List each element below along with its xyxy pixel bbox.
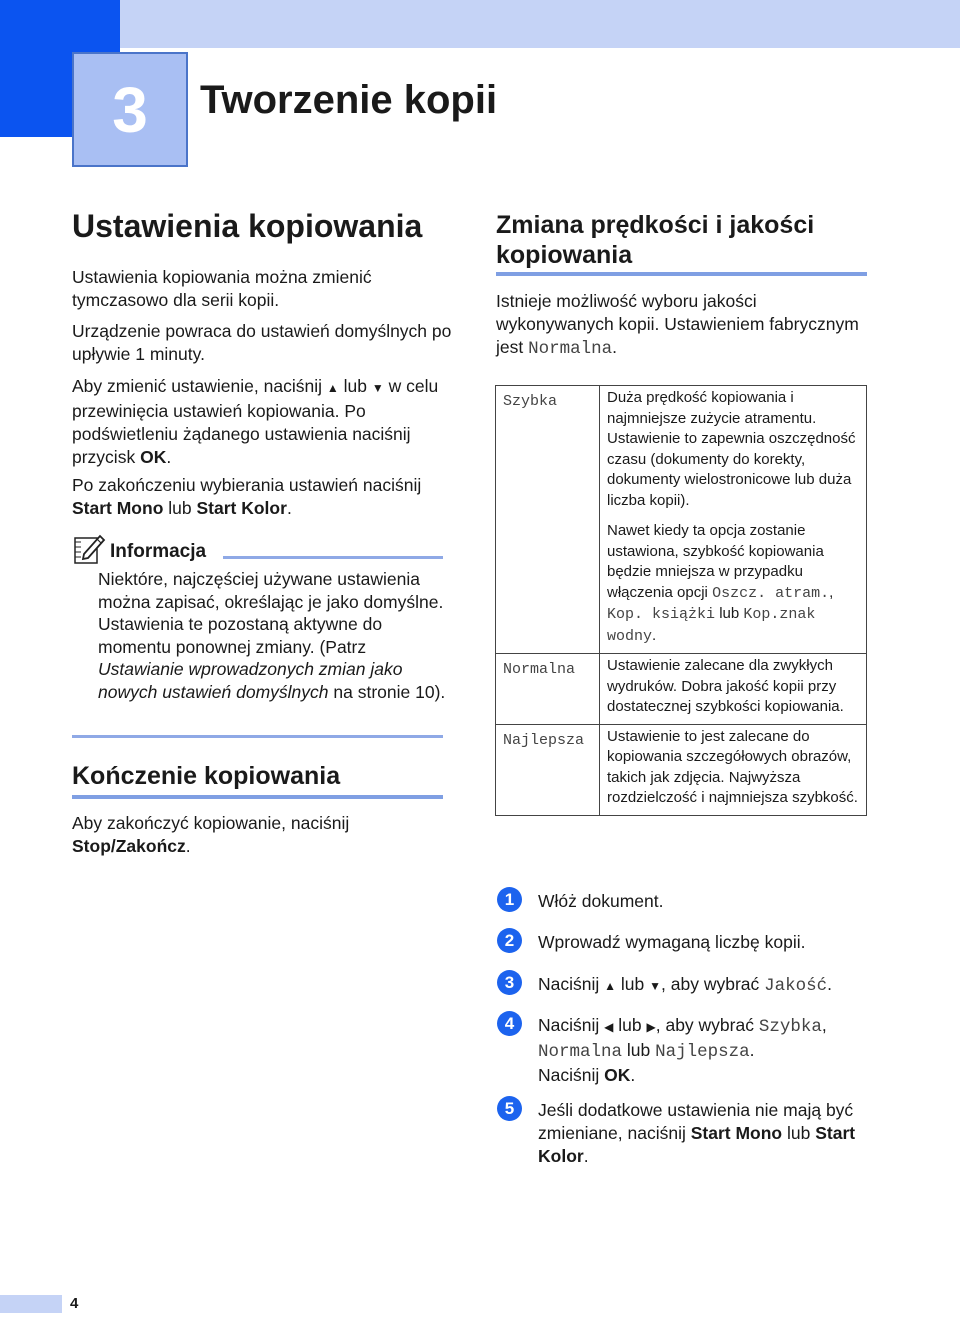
option-key: Szybka bbox=[496, 386, 600, 654]
start-mono-key: Start Mono bbox=[72, 498, 164, 518]
text: Istnieje możliwość wyboru jakości wykonywanych kopii. Ustawieniem fabrycznym jest bbox=[496, 291, 859, 357]
step-number: 4 bbox=[497, 1011, 522, 1036]
option-description: Ustawienie to jest zalecane do kopiowania szczegółowych obrazów, takich jak zdjęcia. Najwyższa rozdzielczość i najmniejsza szybkość. bbox=[600, 724, 867, 815]
paragraph-scroll bbox=[72, 375, 452, 469]
paragraph-start bbox=[72, 474, 452, 520]
step-number: 2 bbox=[497, 928, 522, 953]
right-arrow-icon: ▶ bbox=[646, 1020, 656, 1034]
text: . bbox=[749, 1040, 755, 1060]
chapter-number: 3 bbox=[72, 52, 188, 167]
quality-options-table bbox=[495, 385, 867, 816]
option-note bbox=[607, 521, 860, 647]
note-bottom-rule bbox=[72, 735, 443, 738]
table-row bbox=[496, 386, 867, 654]
note-pencil-icon bbox=[72, 532, 106, 566]
text: lub bbox=[618, 1015, 642, 1035]
menu-value: Szybka bbox=[758, 1017, 822, 1037]
text: Naciśnij bbox=[538, 1015, 600, 1035]
table-row bbox=[496, 724, 867, 815]
text: na stronie 10). bbox=[333, 681, 446, 702]
text: Niektóre, najczęściej używane ustawienia można zapisać, określając je jako domyślne. Ustawienia te pozostaną aktywne do momentu ponownej zmiany. (Patrz bbox=[98, 569, 444, 657]
heading-rule bbox=[496, 272, 867, 276]
text: Naciśnij bbox=[538, 974, 600, 994]
paragraph-finish bbox=[72, 812, 452, 858]
text: lub bbox=[620, 974, 645, 994]
text: lub bbox=[719, 605, 740, 622]
menu-value: Najlepsza bbox=[655, 1042, 750, 1062]
text: , bbox=[829, 583, 834, 601]
footer-bar bbox=[0, 1295, 62, 1313]
paragraph-reset: Urządzenie powraca do ustawień domyślnych po upływie 1 minuty. bbox=[72, 321, 452, 364]
paragraph-quality-intro bbox=[496, 290, 866, 361]
text: lub bbox=[343, 376, 367, 396]
menu-value: Kop.znak wodny bbox=[607, 606, 816, 645]
start-kolor-key: Start Kolor bbox=[538, 1123, 856, 1166]
option-description bbox=[600, 386, 867, 654]
text: , aby wybrać bbox=[655, 1015, 754, 1035]
start-kolor-key: Start Kolor bbox=[196, 498, 287, 518]
option-key: Najlepsza bbox=[496, 724, 600, 815]
text: Nawet kiedy ta opcja zostanie ustawiona, szybkość kopiowania będzie mniejsza w przypadku włączenia opcji bbox=[607, 522, 824, 601]
step-text bbox=[538, 1099, 868, 1168]
note-body bbox=[98, 568, 448, 703]
text: . bbox=[185, 836, 191, 856]
text: Duża prędkość kopiowania i najmniejsze zużycie atramentu. Ustawienie to zapewnia oszczędność czasu (dokumenty do korekty, dokumenty wielostronicowe lub duża liczba kopii). bbox=[607, 389, 856, 509]
default-value: Normalna bbox=[528, 339, 613, 359]
step-text bbox=[538, 973, 868, 998]
header-strip bbox=[120, 0, 960, 48]
stop-key: Stop/Zakończ bbox=[72, 836, 186, 856]
text: lub bbox=[168, 498, 192, 518]
heading-rule bbox=[72, 795, 443, 799]
text: . bbox=[286, 498, 292, 518]
note-title-rule bbox=[223, 556, 443, 559]
down-arrow-icon: ▼ bbox=[649, 979, 662, 993]
section-heading-speed-quality: Zmiana prędkości i jakości kopiowania bbox=[496, 211, 815, 269]
step-text: Wprowadź wymaganą liczbę kopii. bbox=[538, 932, 806, 952]
text: Jeśli dodatkowe ustawienia nie mają być zmieniane, naciśnij bbox=[538, 1100, 854, 1143]
note-reference: Ustawianie wprowadzonych zmian jako nowych ustawień domyślnych bbox=[98, 659, 403, 702]
page-number: 4 bbox=[70, 1295, 79, 1312]
text: lub bbox=[626, 1040, 651, 1060]
menu-value: Oszcz. atram. bbox=[712, 584, 830, 602]
text: . bbox=[583, 1146, 589, 1166]
text: , aby wybrać bbox=[661, 974, 760, 994]
section-heading-finish: Kończenie kopiowania bbox=[72, 762, 341, 790]
text: . bbox=[166, 447, 172, 467]
text: Po zakończeniu wybierania ustawień naciśnij bbox=[72, 475, 422, 495]
paragraph-temporary: Ustawienia kopiowania można zmienić tymczasowo dla serii kopii. bbox=[72, 267, 372, 310]
ok-key: OK bbox=[604, 1065, 631, 1085]
option-description: Ustawienie zalecane dla zwykłych wydruków. Dobra jakość kopii przy dostatecznej szybkości kopiowania. bbox=[600, 654, 867, 725]
down-arrow-icon: ▼ bbox=[371, 381, 384, 395]
ok-key: OK bbox=[140, 447, 167, 467]
text: . bbox=[827, 974, 833, 994]
chapter-title: Tworzenie kopii bbox=[200, 78, 498, 122]
text: , bbox=[821, 1015, 827, 1035]
up-arrow-icon: ▲ bbox=[604, 979, 617, 993]
note-title: Informacja bbox=[110, 541, 207, 562]
step-number: 5 bbox=[497, 1096, 522, 1121]
menu-value: Kop. książki bbox=[607, 606, 716, 623]
text: Naciśnij bbox=[538, 1065, 600, 1085]
step-text: Włóż dokument. bbox=[538, 891, 664, 911]
step-text bbox=[538, 1014, 868, 1087]
start-mono-key: Start Mono bbox=[690, 1123, 783, 1143]
step-number: 3 bbox=[497, 970, 522, 995]
table-row bbox=[496, 654, 867, 725]
text: . bbox=[612, 337, 617, 357]
text: . bbox=[630, 1065, 636, 1085]
text: Aby zakończyć kopiowanie, naciśnij bbox=[72, 813, 350, 833]
text: w celu przewinięcia ustawień kopiowania. Po podświetleniu żądanego ustawienia naciśnij przycisk bbox=[72, 376, 439, 467]
menu-value: Jakość bbox=[764, 976, 828, 996]
option-key: Normalna bbox=[496, 654, 600, 725]
text: Aby zmienić ustawienie, naciśnij bbox=[72, 376, 322, 396]
text: lub bbox=[787, 1123, 811, 1143]
menu-value: Normalna bbox=[538, 1042, 623, 1062]
text: . bbox=[652, 626, 657, 644]
left-arrow-icon: ◀ bbox=[604, 1020, 614, 1034]
section-heading-settings: Ustawienia kopiowania bbox=[72, 208, 423, 244]
step-number: 1 bbox=[497, 887, 522, 912]
up-arrow-icon: ▲ bbox=[326, 381, 339, 395]
